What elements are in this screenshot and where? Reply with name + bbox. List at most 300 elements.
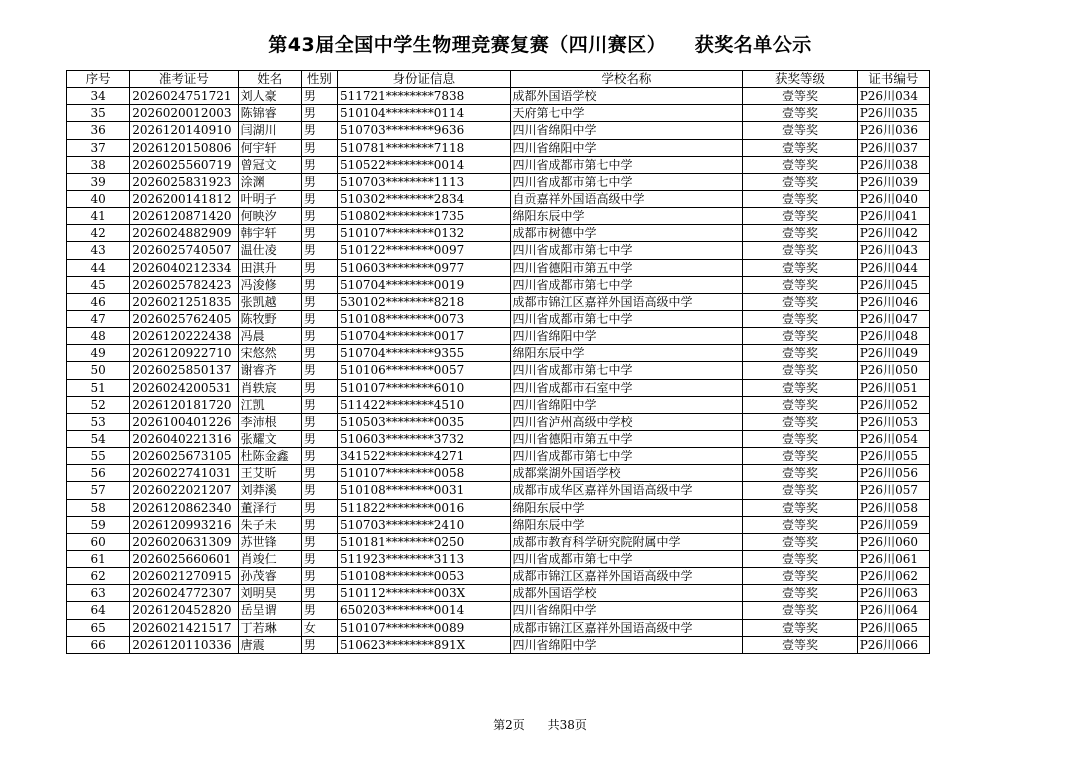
cell-award-level: 壹等奖	[743, 550, 857, 567]
cell-gender: 男	[301, 276, 337, 293]
cell-gender: 男	[301, 105, 337, 122]
cell-award-level: 壹等奖	[743, 636, 857, 653]
cell-certificate-no: P26川035	[857, 105, 929, 122]
cell-name: 陈牧野	[238, 310, 301, 327]
cell-school: 四川省成都市第七中学	[510, 310, 743, 327]
cell-seq: 65	[67, 619, 130, 636]
cell-seq: 59	[67, 516, 130, 533]
cell-award-level: 壹等奖	[743, 276, 857, 293]
cell-seq: 41	[67, 208, 130, 225]
cell-gender: 男	[301, 568, 337, 585]
table-row	[67, 550, 930, 567]
cell-gender: 男	[301, 379, 337, 396]
cell-school: 四川省成都市第七中学	[510, 173, 743, 190]
cell-seq: 52	[67, 396, 130, 413]
cell-exam-id: 2026120922710	[130, 345, 238, 362]
cell-name: 孙茂睿	[238, 568, 301, 585]
cell-exam-id: 2026120150806	[130, 139, 238, 156]
cell-id-card: 511422********4510	[337, 396, 510, 413]
cell-certificate-no: P26川052	[857, 396, 929, 413]
cell-award-level: 壹等奖	[743, 139, 857, 156]
cell-award-level: 壹等奖	[743, 225, 857, 242]
cell-award-level: 壹等奖	[743, 259, 857, 276]
cell-school: 绵阳东辰中学	[510, 345, 743, 362]
cell-gender: 男	[301, 122, 337, 139]
cell-school: 成都市教育科学研究院附属中学	[510, 533, 743, 550]
cell-school: 自贡嘉祥外国语高级中学	[510, 190, 743, 207]
cell-gender: 男	[301, 448, 337, 465]
cell-gender: 男	[301, 293, 337, 310]
cell-name: 叶明子	[238, 190, 301, 207]
cell-certificate-no: P26川059	[857, 516, 929, 533]
cell-name: 温仕凌	[238, 242, 301, 259]
cell-school: 四川省德阳市第五中学	[510, 259, 743, 276]
cell-certificate-no: P26川038	[857, 156, 929, 173]
table-row	[67, 636, 930, 653]
table-row	[67, 619, 930, 636]
cell-gender: 男	[301, 345, 337, 362]
cell-seq: 39	[67, 173, 130, 190]
cell-exam-id: 2026120181720	[130, 396, 238, 413]
cell-gender: 男	[301, 328, 337, 345]
header-id-card: 身份证信息	[337, 71, 510, 88]
cell-certificate-no: P26川060	[857, 533, 929, 550]
cell-name: 李沛根	[238, 413, 301, 430]
cell-id-card: 650203********0014	[337, 602, 510, 619]
table-row	[67, 105, 930, 122]
cell-exam-id: 2026025850137	[130, 362, 238, 379]
cell-certificate-no: P26川057	[857, 482, 929, 499]
cell-name: 苏世锋	[238, 533, 301, 550]
cell-name: 冯晨	[238, 328, 301, 345]
cell-seq: 63	[67, 585, 130, 602]
cell-school: 四川省绵阳中学	[510, 139, 743, 156]
cell-exam-id: 2026022741031	[130, 465, 238, 482]
table-row	[67, 430, 930, 447]
cell-certificate-no: P26川053	[857, 413, 929, 430]
cell-award-level: 壹等奖	[743, 619, 857, 636]
cell-name: 闫湖川	[238, 122, 301, 139]
cell-name: 朱子未	[238, 516, 301, 533]
table-row	[67, 533, 930, 550]
cell-id-card: 510704********9355	[337, 345, 510, 362]
cell-award-level: 壹等奖	[743, 499, 857, 516]
cell-id-card: 510302********2834	[337, 190, 510, 207]
table-header-row	[67, 71, 930, 88]
table-row	[67, 396, 930, 413]
cell-certificate-no: P26川040	[857, 190, 929, 207]
cell-school: 绵阳东辰中学	[510, 516, 743, 533]
cell-school: 四川省成都市第七中学	[510, 242, 743, 259]
cell-award-level: 壹等奖	[743, 413, 857, 430]
cell-certificate-no: P26川034	[857, 88, 929, 105]
table-row	[67, 173, 930, 190]
cell-name: 冯浚修	[238, 276, 301, 293]
cell-award-level: 壹等奖	[743, 242, 857, 259]
table-row	[67, 413, 930, 430]
cell-award-level: 壹等奖	[743, 585, 857, 602]
cell-seq: 36	[67, 122, 130, 139]
cell-award-level: 壹等奖	[743, 173, 857, 190]
cell-seq: 37	[67, 139, 130, 156]
cell-id-card: 511721********7838	[337, 88, 510, 105]
table-row	[67, 293, 930, 310]
cell-name: 董泽行	[238, 499, 301, 516]
cell-school: 四川省成都市第七中学	[510, 448, 743, 465]
cell-name: 宋悠然	[238, 345, 301, 362]
header-seq: 序号	[67, 71, 130, 88]
table-row	[67, 328, 930, 345]
cell-exam-id: 2026200141812	[130, 190, 238, 207]
cell-seq: 54	[67, 430, 130, 447]
cell-award-level: 壹等奖	[743, 105, 857, 122]
cell-gender: 男	[301, 636, 337, 653]
cell-seq: 60	[67, 533, 130, 550]
cell-certificate-no: P26川041	[857, 208, 929, 225]
cell-exam-id: 2026120452820	[130, 602, 238, 619]
cell-award-level: 壹等奖	[743, 88, 857, 105]
table-row	[67, 225, 930, 242]
cell-certificate-no: P26川065	[857, 619, 929, 636]
cell-school: 成都外国语学校	[510, 585, 743, 602]
page-title: 第43届全国中学生物理竞赛复赛（四川赛区） 获奖名单公示	[268, 34, 812, 56]
cell-certificate-no: P26川047	[857, 310, 929, 327]
cell-award-level: 壹等奖	[743, 430, 857, 447]
cell-seq: 40	[67, 190, 130, 207]
cell-gender: 男	[301, 190, 337, 207]
cell-id-card: 510112********003X	[337, 585, 510, 602]
cell-seq: 57	[67, 482, 130, 499]
cell-id-card: 510181********0250	[337, 533, 510, 550]
cell-award-level: 壹等奖	[743, 379, 857, 396]
cell-gender: 男	[301, 602, 337, 619]
cell-school: 四川省德阳市第五中学	[510, 430, 743, 447]
cell-school: 四川省成都市第七中学	[510, 156, 743, 173]
cell-certificate-no: P26川045	[857, 276, 929, 293]
cell-name: 田淇升	[238, 259, 301, 276]
cell-gender: 男	[301, 482, 337, 499]
cell-school: 四川省成都市第七中学	[510, 362, 743, 379]
cell-school: 成都市锦江区嘉祥外国语高级中学	[510, 568, 743, 585]
cell-id-card: 341522********4271	[337, 448, 510, 465]
cell-seq: 56	[67, 465, 130, 482]
cell-id-card: 510108********0073	[337, 310, 510, 327]
cell-award-level: 壹等奖	[743, 465, 857, 482]
cell-name: 刘明昊	[238, 585, 301, 602]
cell-id-card: 511822********0016	[337, 499, 510, 516]
cell-certificate-no: P26川036	[857, 122, 929, 139]
cell-name: 杜陈金鑫	[238, 448, 301, 465]
cell-school: 成都市树德中学	[510, 225, 743, 242]
table-row	[67, 568, 930, 585]
cell-certificate-no: P26川049	[857, 345, 929, 362]
cell-school: 四川省泸州高级中学校	[510, 413, 743, 430]
table-row	[67, 310, 930, 327]
cell-id-card: 510781********7118	[337, 139, 510, 156]
cell-school: 四川省绵阳中学	[510, 122, 743, 139]
cell-name: 刘人豪	[238, 88, 301, 105]
cell-id-card: 510703********2410	[337, 516, 510, 533]
cell-exam-id: 2026024751721	[130, 88, 238, 105]
header-name: 姓名	[238, 71, 301, 88]
cell-award-level: 壹等奖	[743, 122, 857, 139]
cell-seq: 47	[67, 310, 130, 327]
cell-certificate-no: P26川055	[857, 448, 929, 465]
cell-seq: 49	[67, 345, 130, 362]
cell-exam-id: 2026022021207	[130, 482, 238, 499]
cell-seq: 44	[67, 259, 130, 276]
cell-gender: 男	[301, 413, 337, 430]
cell-award-level: 壹等奖	[743, 310, 857, 327]
cell-gender: 男	[301, 550, 337, 567]
cell-id-card: 510704********0019	[337, 276, 510, 293]
cell-certificate-no: P26川048	[857, 328, 929, 345]
cell-name: 谢睿齐	[238, 362, 301, 379]
cell-gender: 男	[301, 465, 337, 482]
cell-certificate-no: P26川037	[857, 139, 929, 156]
cell-exam-id: 2026025831923	[130, 173, 238, 190]
cell-school: 天府第七中学	[510, 105, 743, 122]
cell-award-level: 壹等奖	[743, 396, 857, 413]
cell-exam-id: 2026120871420	[130, 208, 238, 225]
cell-school: 四川省成都市第七中学	[510, 550, 743, 567]
cell-name: 何映汐	[238, 208, 301, 225]
cell-seq: 50	[67, 362, 130, 379]
table-row	[67, 499, 930, 516]
cell-id-card: 510108********0053	[337, 568, 510, 585]
table-row	[67, 122, 930, 139]
cell-award-level: 壹等奖	[743, 156, 857, 173]
cell-name: 韩宇轩	[238, 225, 301, 242]
cell-school: 成都市锦江区嘉祥外国语高级中学	[510, 293, 743, 310]
cell-exam-id: 2026025740507	[130, 242, 238, 259]
table-row	[67, 242, 930, 259]
table-row	[67, 585, 930, 602]
cell-name: 唐震	[238, 636, 301, 653]
cell-id-card: 510107********0058	[337, 465, 510, 482]
cell-id-card: 510104********0114	[337, 105, 510, 122]
table-row	[67, 139, 930, 156]
cell-seq: 64	[67, 602, 130, 619]
cell-seq: 43	[67, 242, 130, 259]
cell-exam-id: 2026020631309	[130, 533, 238, 550]
cell-certificate-no: P26川051	[857, 379, 929, 396]
cell-school: 成都市成华区嘉祥外国语高级中学	[510, 482, 743, 499]
cell-exam-id: 2026120862340	[130, 499, 238, 516]
cell-name: 江凯	[238, 396, 301, 413]
cell-award-level: 壹等奖	[743, 448, 857, 465]
cell-seq: 53	[67, 413, 130, 430]
cell-seq: 48	[67, 328, 130, 345]
cell-certificate-no: P26川061	[857, 550, 929, 567]
cell-certificate-no: P26川050	[857, 362, 929, 379]
cell-name: 刘莽溪	[238, 482, 301, 499]
cell-seq: 62	[67, 568, 130, 585]
cell-school: 绵阳东辰中学	[510, 499, 743, 516]
table-row	[67, 88, 930, 105]
table-row	[67, 379, 930, 396]
cell-exam-id: 2026024200531	[130, 379, 238, 396]
cell-award-level: 壹等奖	[743, 362, 857, 379]
cell-certificate-no: P26川043	[857, 242, 929, 259]
cell-id-card: 511923********3113	[337, 550, 510, 567]
header-exam-id: 准考证号	[130, 71, 238, 88]
cell-school: 四川省绵阳中学	[510, 396, 743, 413]
cell-gender: 男	[301, 208, 337, 225]
cell-school: 绵阳东辰中学	[510, 208, 743, 225]
cell-id-card: 510522********0014	[337, 156, 510, 173]
cell-exam-id: 2026040221316	[130, 430, 238, 447]
cell-certificate-no: P26川042	[857, 225, 929, 242]
cell-award-level: 壹等奖	[743, 293, 857, 310]
cell-exam-id: 2026040212334	[130, 259, 238, 276]
cell-award-level: 壹等奖	[743, 345, 857, 362]
cell-seq: 38	[67, 156, 130, 173]
cell-school: 成都外国语学校	[510, 88, 743, 105]
cell-award-level: 壹等奖	[743, 516, 857, 533]
cell-certificate-no: P26川062	[857, 568, 929, 585]
cell-seq: 42	[67, 225, 130, 242]
cell-id-card: 510704********0017	[337, 328, 510, 345]
cell-certificate-no: P26川058	[857, 499, 929, 516]
cell-certificate-no: P26川066	[857, 636, 929, 653]
cell-gender: 男	[301, 173, 337, 190]
cell-id-card: 510703********9636	[337, 122, 510, 139]
cell-id-card: 510703********1113	[337, 173, 510, 190]
cell-exam-id: 2026024882909	[130, 225, 238, 242]
cell-id-card: 510603********3732	[337, 430, 510, 447]
cell-gender: 男	[301, 516, 337, 533]
cell-seq: 34	[67, 88, 130, 105]
cell-gender: 女	[301, 619, 337, 636]
table-row	[67, 465, 930, 482]
cell-seq: 51	[67, 379, 130, 396]
cell-name: 曾冠文	[238, 156, 301, 173]
cell-exam-id: 2026120222438	[130, 328, 238, 345]
cell-exam-id: 2026021421517	[130, 619, 238, 636]
cell-exam-id: 2026025782423	[130, 276, 238, 293]
table-row	[67, 276, 930, 293]
cell-id-card: 510106********0057	[337, 362, 510, 379]
cell-certificate-no: P26川054	[857, 430, 929, 447]
header-gender: 性别	[301, 71, 337, 88]
cell-school: 四川省绵阳中学	[510, 636, 743, 653]
cell-gender: 男	[301, 139, 337, 156]
cell-exam-id: 2026025660601	[130, 550, 238, 567]
cell-award-level: 壹等奖	[743, 208, 857, 225]
cell-exam-id: 2026120993216	[130, 516, 238, 533]
cell-exam-id: 2026025762405	[130, 310, 238, 327]
table-row	[67, 602, 930, 619]
cell-award-level: 壹等奖	[743, 482, 857, 499]
cell-name: 岳呈谓	[238, 602, 301, 619]
cell-certificate-no: P26川039	[857, 173, 929, 190]
cell-gender: 男	[301, 362, 337, 379]
cell-seq: 46	[67, 293, 130, 310]
cell-gender: 男	[301, 242, 337, 259]
cell-award-level: 壹等奖	[743, 568, 857, 585]
cell-name: 张凯越	[238, 293, 301, 310]
cell-school: 成都棠湖外国语学校	[510, 465, 743, 482]
cell-id-card: 510107********0132	[337, 225, 510, 242]
cell-certificate-no: P26川063	[857, 585, 929, 602]
cell-seq: 61	[67, 550, 130, 567]
page-footer: 第2页 共38页	[493, 718, 587, 732]
cell-exam-id: 2026020012003	[130, 105, 238, 122]
table-row	[67, 156, 930, 173]
table-row	[67, 516, 930, 533]
cell-name: 王艾昕	[238, 465, 301, 482]
header-certificate-no: 证书编号	[857, 71, 929, 88]
cell-gender: 男	[301, 430, 337, 447]
cell-id-card: 530102********8218	[337, 293, 510, 310]
cell-gender: 男	[301, 310, 337, 327]
cell-seq: 55	[67, 448, 130, 465]
cell-id-card: 510802********1735	[337, 208, 510, 225]
cell-exam-id: 2026120110336	[130, 636, 238, 653]
cell-exam-id: 2026120140910	[130, 122, 238, 139]
cell-name: 丁若琳	[238, 619, 301, 636]
header-school: 学校名称	[510, 71, 743, 88]
cell-school: 四川省绵阳中学	[510, 602, 743, 619]
cell-seq: 45	[67, 276, 130, 293]
cell-name: 张耀文	[238, 430, 301, 447]
cell-name: 何宇轩	[238, 139, 301, 156]
cell-exam-id: 2026025560719	[130, 156, 238, 173]
cell-gender: 男	[301, 396, 337, 413]
header-award-level: 获奖等级	[743, 71, 857, 88]
cell-id-card: 510623********891X	[337, 636, 510, 653]
table-row	[67, 448, 930, 465]
cell-certificate-no: P26川056	[857, 465, 929, 482]
table-row	[67, 208, 930, 225]
cell-name: 陈锦睿	[238, 105, 301, 122]
cell-certificate-no: P26川064	[857, 602, 929, 619]
cell-exam-id: 2026025673105	[130, 448, 238, 465]
cell-exam-id: 2026024772307	[130, 585, 238, 602]
cell-award-level: 壹等奖	[743, 328, 857, 345]
cell-exam-id: 2026021251835	[130, 293, 238, 310]
cell-gender: 男	[301, 259, 337, 276]
table-row	[67, 362, 930, 379]
cell-name: 肖轶宸	[238, 379, 301, 396]
cell-name: 肖竣仁	[238, 550, 301, 567]
cell-school: 四川省成都市石室中学	[510, 379, 743, 396]
cell-exam-id: 2026021270915	[130, 568, 238, 585]
award-table	[66, 70, 930, 654]
cell-school: 四川省成都市第七中学	[510, 276, 743, 293]
cell-certificate-no: P26川044	[857, 259, 929, 276]
cell-gender: 男	[301, 156, 337, 173]
cell-gender: 男	[301, 225, 337, 242]
cell-gender: 男	[301, 533, 337, 550]
cell-award-level: 壹等奖	[743, 190, 857, 207]
cell-award-level: 壹等奖	[743, 602, 857, 619]
cell-school: 四川省绵阳中学	[510, 328, 743, 345]
cell-award-level: 壹等奖	[743, 533, 857, 550]
cell-seq: 66	[67, 636, 130, 653]
cell-id-card: 510107********6010	[337, 379, 510, 396]
cell-id-card: 510107********0089	[337, 619, 510, 636]
cell-id-card: 510122********0097	[337, 242, 510, 259]
cell-name: 涂渊	[238, 173, 301, 190]
table-row	[67, 345, 930, 362]
table-row	[67, 259, 930, 276]
table-row	[67, 482, 930, 499]
cell-exam-id: 2026100401226	[130, 413, 238, 430]
cell-gender: 男	[301, 585, 337, 602]
cell-id-card: 510108********0031	[337, 482, 510, 499]
